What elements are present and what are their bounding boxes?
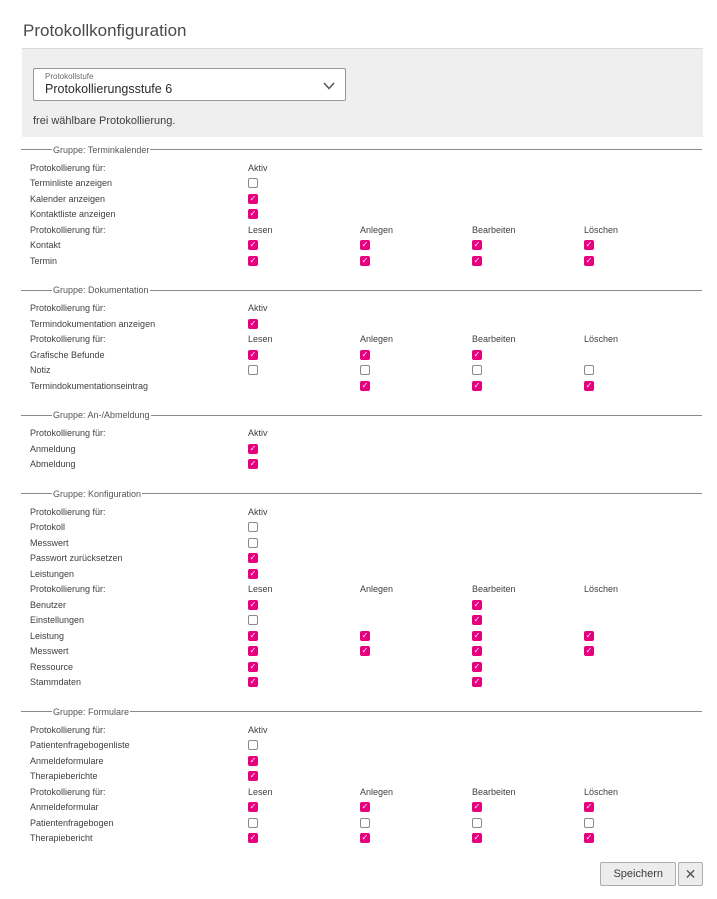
table-row	[21, 378, 702, 394]
table-row	[21, 831, 702, 847]
checkbox-cell[interactable]	[472, 600, 584, 610]
row-group-label: Protokollierung für:	[30, 224, 106, 235]
group-header-line	[151, 415, 702, 416]
checkbox-cell[interactable]	[248, 350, 360, 360]
checkbox-cell[interactable]	[360, 646, 472, 656]
table-row	[21, 176, 702, 192]
group-header-line	[150, 290, 702, 291]
group-title: Gruppe: An-/Abmeldung	[53, 410, 150, 420]
column-header-aktiv: Aktiv	[248, 506, 268, 517]
column-header-lesen: Lesen	[248, 786, 273, 797]
row-label: Therapiebericht	[30, 833, 93, 844]
checkbox-checked[interactable]	[584, 381, 594, 391]
column-header-row	[21, 504, 702, 520]
column-header-anlegen: Anlegen	[360, 786, 394, 797]
column-header-lschen: Löschen	[584, 334, 619, 345]
checkbox-checked[interactable]	[248, 569, 258, 579]
column-header-lschen: Löschen	[584, 584, 619, 595]
group-header	[21, 285, 702, 296]
checkbox-cell[interactable]	[360, 631, 472, 641]
table-row	[21, 347, 702, 363]
checkbox-checked[interactable]	[472, 631, 482, 641]
checkbox-checked[interactable]	[248, 646, 258, 656]
column-header-lschen: Löschen	[584, 786, 619, 797]
row-label: Therapieberichte	[30, 771, 98, 782]
checkbox-cell[interactable]	[584, 833, 696, 843]
checkbox-cell[interactable]	[472, 631, 584, 641]
checkbox-cell[interactable]	[360, 365, 472, 375]
checkbox-cell[interactable]	[360, 818, 472, 828]
row-label: Passwort zurücksetzen	[30, 553, 123, 564]
checkbox-cell[interactable]	[248, 569, 360, 579]
checkbox-cell[interactable]	[248, 319, 360, 329]
group-title: Gruppe: Konfiguration	[53, 488, 142, 499]
column-header-anlegen: Anlegen	[360, 584, 394, 595]
checkbox-checked[interactable]	[248, 662, 258, 672]
checkbox-cell[interactable]	[584, 646, 696, 656]
row-label: Anmeldeformulare	[30, 755, 104, 766]
checkbox-cell[interactable]	[584, 240, 696, 250]
checkbox-checked[interactable]	[248, 756, 258, 766]
column-header-row	[21, 582, 702, 598]
row-label: Leistung	[30, 630, 65, 641]
column-header-row	[21, 332, 702, 348]
group-title: Gruppe: Dokumentation	[53, 285, 149, 295]
checkbox-checked[interactable]	[472, 600, 482, 610]
checkbox-cell[interactable]	[248, 615, 360, 625]
checkbox-cell[interactable]	[360, 240, 472, 250]
checkbox-cell[interactable]	[584, 631, 696, 641]
footer-actions	[0, 862, 703, 886]
column-header-aktiv: Aktiv	[248, 303, 268, 314]
column-header-bearbeiten: Bearbeiten	[472, 786, 516, 797]
row-label: Kontakt	[30, 240, 61, 251]
group-header-line	[21, 415, 52, 416]
checkbox-unchecked[interactable]	[248, 740, 258, 750]
row-group-label: Protokollierung für:	[30, 786, 106, 797]
checkbox-unchecked[interactable]	[248, 522, 258, 532]
checkbox-checked[interactable]	[472, 381, 482, 391]
group-rows	[21, 722, 702, 846]
checkbox-checked[interactable]	[248, 631, 258, 641]
row-label: Abmeldung	[30, 459, 76, 470]
row-label: Anmeldung	[30, 443, 76, 454]
checkbox-unchecked[interactable]	[360, 365, 370, 375]
checkbox-cell[interactable]	[360, 381, 472, 391]
checkbox-checked[interactable]	[472, 677, 482, 687]
row-group-label: Protokollierung für:	[30, 584, 106, 595]
checkbox-cell[interactable]	[472, 256, 584, 266]
checkbox-cell[interactable]	[248, 756, 360, 766]
select-floating-label: Protokollstufe	[45, 72, 94, 81]
row-label: Kalender anzeigen	[30, 193, 106, 204]
checkbox-checked[interactable]	[360, 646, 370, 656]
table-row	[21, 566, 702, 582]
table-row	[21, 191, 702, 207]
group-header-line	[142, 493, 702, 494]
checkbox-checked[interactable]	[248, 802, 258, 812]
table-row	[21, 316, 702, 332]
table-row	[21, 597, 702, 613]
group-header	[21, 488, 702, 499]
row-label: Termin	[30, 255, 58, 266]
checkbox-cell[interactable]	[472, 662, 584, 672]
column-header-aktiv: Aktiv	[248, 162, 268, 173]
checkbox-cell[interactable]	[248, 240, 360, 250]
table-row	[21, 753, 702, 769]
column-header-lschen: Löschen	[584, 224, 619, 235]
checkbox-checked[interactable]	[248, 194, 258, 204]
column-header-row	[21, 301, 702, 317]
protocol-level-select[interactable]	[33, 68, 346, 101]
checkbox-checked[interactable]	[248, 677, 258, 687]
checkbox-unchecked[interactable]	[248, 538, 258, 548]
checkbox-cell[interactable]	[248, 833, 360, 843]
row-label: Kontaktliste anzeigen	[30, 209, 116, 220]
checkbox-checked[interactable]	[248, 600, 258, 610]
row-group-label: Protokollierung für:	[30, 334, 106, 345]
row-label: Terminliste anzeigen	[30, 178, 113, 189]
protocol-level-description: frei wählbare Protokollierung.	[33, 115, 176, 127]
table-row	[21, 238, 702, 254]
checkbox-unchecked[interactable]	[584, 365, 594, 375]
table-row	[21, 535, 702, 551]
column-header-lesen: Lesen	[248, 224, 273, 235]
column-header-bearbeiten: Bearbeiten	[472, 584, 516, 595]
checkbox-cell[interactable]	[472, 833, 584, 843]
checkbox-checked[interactable]	[248, 553, 258, 563]
checkbox-cell[interactable]	[248, 365, 360, 375]
row-label: Patientenfragebogen	[30, 817, 114, 828]
checkbox-checked[interactable]	[360, 381, 370, 391]
column-header-row	[21, 784, 702, 800]
row-label: Notiz	[30, 365, 51, 376]
row-label: Messwert	[30, 537, 69, 548]
checkbox-cell[interactable]	[248, 522, 360, 532]
group-title: Gruppe: Terminkalender	[53, 144, 150, 155]
checkbox-checked[interactable]	[360, 833, 370, 843]
checkbox-checked[interactable]	[584, 802, 594, 812]
checkbox-unchecked[interactable]	[360, 818, 370, 828]
checkbox-checked[interactable]	[248, 459, 258, 469]
checkbox-cell[interactable]	[360, 833, 472, 843]
row-label: Grafische Befunde	[30, 349, 105, 360]
row-label: Termindokumentation anzeigen	[30, 318, 156, 329]
table-row	[21, 675, 702, 691]
checkbox-cell[interactable]	[584, 802, 696, 812]
checkbox-cell[interactable]	[248, 662, 360, 672]
column-header-row	[21, 722, 702, 738]
save-button[interactable]: Speichern	[600, 862, 676, 886]
checkbox-cell[interactable]	[248, 256, 360, 266]
checkbox-checked[interactable]	[584, 256, 594, 266]
column-header-row	[21, 426, 702, 442]
row-label: Anmeldeformular	[30, 802, 99, 813]
row-group-label: Protokollierung für:	[30, 162, 106, 173]
row-label: Patientenfragebogenliste	[30, 740, 130, 751]
checkbox-unchecked[interactable]	[248, 615, 258, 625]
table-row	[21, 457, 702, 473]
table-row	[21, 659, 702, 675]
group-section	[21, 488, 702, 690]
checkbox-checked[interactable]	[472, 662, 482, 672]
row-group-label: Protokollierung für:	[30, 506, 106, 517]
row-label: Termindokumentationseintrag	[30, 380, 149, 391]
checkbox-checked[interactable]	[472, 350, 482, 360]
checkbox-checked[interactable]	[584, 240, 594, 250]
checkbox-cell[interactable]	[248, 646, 360, 656]
close-icon: ✕	[684, 866, 697, 882]
checkbox-cell[interactable]	[248, 194, 360, 204]
checkbox-checked[interactable]	[360, 350, 370, 360]
table-row	[21, 363, 702, 379]
checkbox-checked[interactable]	[584, 833, 594, 843]
group-title: Gruppe: Formulare	[53, 706, 130, 717]
checkbox-cell[interactable]	[472, 365, 584, 375]
column-header-lesen: Lesen	[248, 334, 273, 345]
row-group-label: Protokollierung für:	[30, 428, 106, 439]
checkbox-unchecked[interactable]	[248, 818, 258, 828]
checkbox-cell[interactable]	[360, 350, 472, 360]
checkbox-cell[interactable]	[248, 771, 360, 781]
checkbox-checked[interactable]	[360, 256, 370, 266]
checkbox-cell[interactable]	[472, 240, 584, 250]
column-header-bearbeiten: Bearbeiten	[472, 224, 516, 235]
checkbox-cell[interactable]	[584, 256, 696, 266]
checkbox-checked[interactable]	[360, 802, 370, 812]
checkbox-cell[interactable]	[584, 365, 696, 375]
checkbox-checked[interactable]	[584, 631, 594, 641]
checkbox-checked[interactable]	[248, 209, 258, 219]
checkbox-cell[interactable]	[360, 256, 472, 266]
row-label: Protokoll	[30, 522, 66, 533]
group-header-line	[21, 290, 52, 291]
checkbox-checked[interactable]	[360, 631, 370, 641]
group-header	[21, 410, 702, 421]
checkbox-unchecked[interactable]	[472, 818, 482, 828]
group-section	[21, 410, 702, 473]
group-header	[21, 144, 702, 155]
checkbox-checked[interactable]	[248, 350, 258, 360]
row-group-label: Protokollierung für:	[30, 303, 106, 314]
checkbox-checked[interactable]	[472, 256, 482, 266]
checkbox-cell[interactable]	[248, 553, 360, 563]
checkbox-cell[interactable]	[472, 615, 584, 625]
checkbox-cell[interactable]	[248, 444, 360, 454]
table-row	[21, 628, 702, 644]
checkbox-cell[interactable]	[472, 646, 584, 656]
group-section	[21, 706, 702, 846]
group-section	[21, 144, 702, 269]
checkbox-cell[interactable]	[472, 677, 584, 687]
column-header-row	[21, 222, 702, 238]
checkbox-checked[interactable]	[248, 240, 258, 250]
checkbox-cell[interactable]	[248, 740, 360, 750]
checkbox-cell[interactable]	[248, 538, 360, 548]
group-header-line	[150, 149, 702, 150]
checkbox-checked[interactable]	[360, 240, 370, 250]
checkbox-unchecked[interactable]	[584, 818, 594, 828]
checkbox-checked[interactable]	[472, 646, 482, 656]
checkbox-cell[interactable]	[248, 802, 360, 812]
row-label: Leistungen	[30, 568, 75, 579]
table-row	[21, 644, 702, 660]
checkbox-cell[interactable]	[248, 459, 360, 469]
group-rows	[21, 426, 702, 473]
group-header-line	[21, 149, 52, 150]
table-row	[21, 520, 702, 536]
checkbox-checked[interactable]	[248, 833, 258, 843]
row-label: Stammdaten	[30, 677, 82, 688]
checkbox-cell[interactable]	[248, 631, 360, 641]
checkbox-checked[interactable]	[472, 802, 482, 812]
row-label: Ressource	[30, 661, 74, 672]
table-row	[21, 738, 702, 754]
permission-groups	[21, 144, 702, 846]
checkbox-cell[interactable]	[248, 677, 360, 687]
table-row	[21, 800, 702, 816]
group-rows	[21, 504, 702, 690]
table-row	[21, 613, 702, 629]
checkbox-checked[interactable]	[584, 646, 594, 656]
table-row	[21, 769, 702, 785]
select-selected-value: Protokollierungsstufe 6	[45, 82, 173, 96]
checkbox-checked[interactable]	[248, 771, 258, 781]
checkbox-cell[interactable]	[584, 818, 696, 828]
group-header-line	[130, 711, 702, 712]
checkbox-checked[interactable]	[472, 240, 482, 250]
checkbox-unchecked[interactable]	[248, 365, 258, 375]
checkbox-cell[interactable]	[584, 381, 696, 391]
page-title: Protokollkonfiguration	[23, 21, 187, 40]
checkbox-checked[interactable]	[472, 615, 482, 625]
group-header	[21, 706, 702, 717]
column-header-row	[21, 160, 702, 176]
group-section	[21, 285, 702, 394]
column-header-aktiv: Aktiv	[248, 428, 268, 439]
column-header-anlegen: Anlegen	[360, 224, 394, 235]
checkbox-cell[interactable]	[472, 350, 584, 360]
table-row	[21, 815, 702, 831]
row-label: Messwert	[30, 646, 69, 657]
column-header-lesen: Lesen	[248, 584, 273, 595]
checkbox-checked[interactable]	[248, 444, 258, 454]
checkbox-cell[interactable]	[248, 818, 360, 828]
chevron-down-icon	[323, 82, 335, 90]
checkbox-cell[interactable]	[248, 178, 360, 188]
checkbox-cell[interactable]	[472, 802, 584, 812]
group-rows	[21, 301, 702, 394]
protocol-level-panel	[22, 48, 703, 137]
checkbox-unchecked[interactable]	[248, 178, 258, 188]
checkbox-checked[interactable]	[472, 833, 482, 843]
table-row	[21, 441, 702, 457]
checkbox-cell[interactable]	[248, 209, 360, 219]
table-row	[21, 253, 702, 269]
checkbox-checked[interactable]	[248, 256, 258, 266]
checkbox-cell[interactable]	[472, 381, 584, 391]
group-rows	[21, 160, 702, 269]
checkbox-cell[interactable]	[360, 802, 472, 812]
table-row	[21, 551, 702, 567]
column-header-anlegen: Anlegen	[360, 334, 394, 345]
checkbox-checked[interactable]	[248, 319, 258, 329]
row-label: Benutzer	[30, 599, 67, 610]
column-header-aktiv: Aktiv	[248, 724, 268, 735]
row-group-label: Protokollierung für:	[30, 724, 106, 735]
row-label: Einstellungen	[30, 615, 85, 626]
close-button[interactable]	[678, 862, 703, 886]
group-header-line	[21, 493, 52, 494]
checkbox-cell[interactable]	[472, 818, 584, 828]
table-row	[21, 207, 702, 223]
checkbox-cell[interactable]	[248, 600, 360, 610]
checkbox-unchecked[interactable]	[472, 365, 482, 375]
column-header-bearbeiten: Bearbeiten	[472, 334, 516, 345]
group-header-line	[21, 711, 52, 712]
